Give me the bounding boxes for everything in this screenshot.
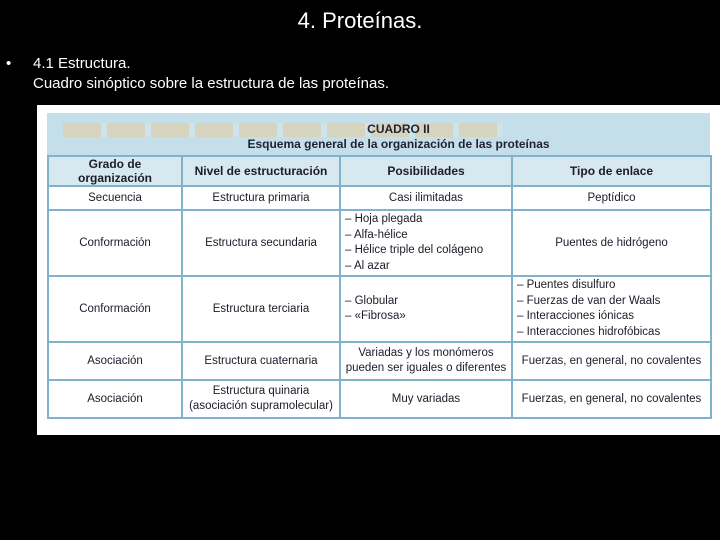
list-item: – Globular <box>345 294 507 310</box>
cell-enlace <box>512 276 711 342</box>
list-item: – Hoja plegada <box>345 212 507 228</box>
list-item: – «Fibrosa» <box>345 309 507 325</box>
table-header-row <box>48 156 711 186</box>
list-item: – Interacciones iónicas <box>517 309 706 325</box>
cell-line: Variadas y los monómeros <box>358 347 494 359</box>
cell-posibilidades: Casi ilimitadas <box>340 186 512 210</box>
cell-enlace: Fuerzas, en general, no covalentes <box>512 342 711 380</box>
header-grado: Grado de organización <box>48 156 182 186</box>
cell-enlace: Fuerzas, en general, no covalentes <box>512 380 711 418</box>
cell-posibilidades <box>340 342 512 380</box>
cell-nivel: Estructura secundaria <box>182 210 340 276</box>
header-posibilidades: Posibilidades <box>340 156 512 186</box>
cell-posibilidades <box>340 210 512 276</box>
cell-nivel <box>182 380 340 418</box>
header-enlace: Tipo de enlace <box>512 156 711 186</box>
cell-grado: Conformación <box>48 210 182 276</box>
cell-line: (asociación supramolecular) <box>189 400 333 412</box>
cell-line: pueden ser iguales o diferentes <box>345 362 507 374</box>
cell-enlace: Peptídico <box>512 186 711 210</box>
cell-posibilidades <box>340 276 512 342</box>
cell-enlace: Puentes de hidrógeno <box>512 210 711 276</box>
cuadro-label: CUADRO II <box>367 122 430 136</box>
slide-title: 4. Proteínas. <box>297 8 423 33</box>
cuadro-image <box>37 105 720 435</box>
cell-grado: Conformación <box>48 276 182 342</box>
cell-line: Estructura quinaria <box>212 385 310 397</box>
cell-nivel: Estructura cuaternaria <box>182 342 340 380</box>
table-row <box>48 210 711 276</box>
cell-posibilidades: Muy variadas <box>340 380 512 418</box>
bullet-dot: • <box>6 55 12 72</box>
cuadro-header <box>47 113 710 155</box>
bullet-description: Cuadro sinóptico sobre la estructura de las proteínas. <box>33 75 390 92</box>
list-item: – Alfa-hélice <box>345 228 507 244</box>
list-item: – Hélice triple del colágeno <box>345 243 507 259</box>
table-row <box>48 276 711 342</box>
table-row <box>48 342 711 380</box>
cell-nivel: Estructura terciaria <box>182 276 340 342</box>
cuadro-subtitle: Esquema general de la organización de las proteínas <box>247 137 550 151</box>
list-item: – Puentes disulfuro <box>517 278 706 294</box>
table-row <box>48 186 711 210</box>
bullet-heading: 4.1 Estructura. <box>33 55 131 72</box>
cell-grado: Secuencia <box>48 186 182 210</box>
cell-grado: Asociación <box>48 342 182 380</box>
list-item: – Interacciones hidrofóbicas <box>517 325 706 341</box>
list-item: – Fuerzas de van der Waals <box>517 294 706 310</box>
cell-grado: Asociación <box>48 380 182 418</box>
table-row <box>48 380 711 418</box>
summary-table <box>47 155 712 419</box>
cell-nivel: Estructura primaria <box>182 186 340 210</box>
header-nivel: Nivel de estructuración <box>182 156 340 186</box>
list-item: – Al azar <box>345 259 507 275</box>
